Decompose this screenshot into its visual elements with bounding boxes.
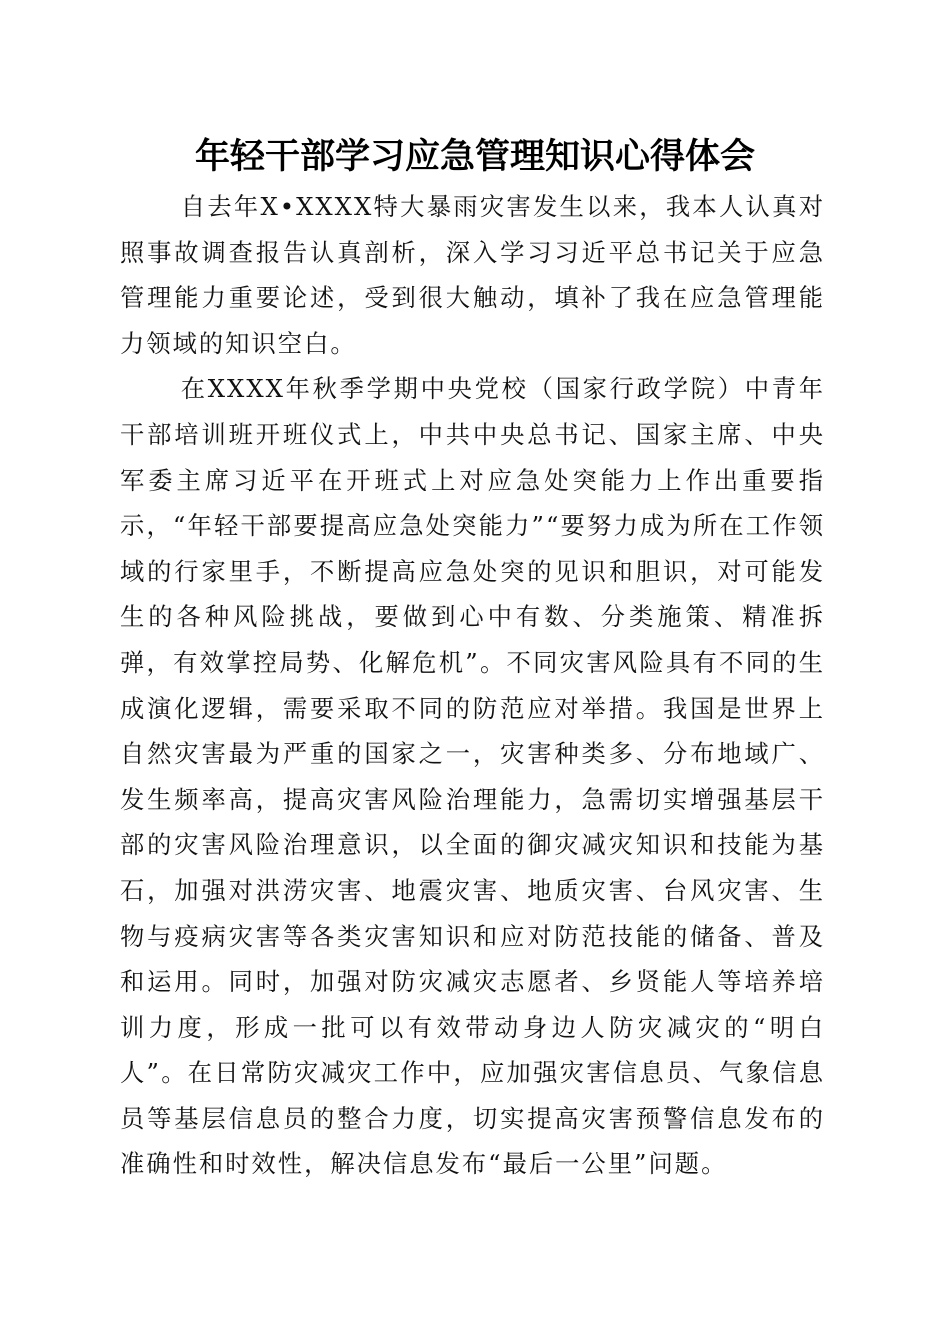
document-body xyxy=(120,184,825,1187)
document-title: 年轻干部学习应急管理知识心得体会 xyxy=(194,136,755,177)
paragraph-1: 自去年X•XXXX特大暴雨灾害发生以来，我本人认真对照事故调查报告认真剖析，深入学习习近平总书记关于应急管理能力重要论述，受到很大触动，填补了我在应急管理能力领域的知识空白。 xyxy=(120,192,825,358)
paragraph-2: 在XXXX年秋季学期中央党校（国家行政学院）中青年干部培训班开班仪式上，中共中央总书记、国家主席、中央军委主席习近平在开班式上对应急处突能力上作出重要指示，“年轻干部要提高应急处突能力”“要努力成为所在工作领域的行家里手，不断提高应急处突的见识和胆识，对可能发生的各种风险挑战，要做到心中有数、分类施策、精准拆弹，有效掌控局势、化解危机”。不同灾害风险具有不同的生成演化逻辑，需要采取不同的防范应对举措。我国是世界上自然灾害最为严重的国家之一，灾害种类多、分布地域广、发生频率高，提高灾害风险治理能力，急需切实增强基层干部的灾害风险治理意识，以全面的御灾减灾知识和技能为基石，加强对洪涝灾害、地震灾害、地质灾害、台风灾害、生物与疫病灾害等各类灾害知识和应对防范技能的储备、普及和运用。同时，加强对防灾减灾志愿者、乡贤能人等培养培训力度，形成一批可以有效带动身边人防灾减灾的“明白人”。在日常防灾减灾工作中，应加强灾害信息员、气象信息员等基层信息员的整合力度，切实提高灾害预警信息发布的准确性和时效性，解决信息发布“最后一公里”问题。 xyxy=(120,374,825,1179)
